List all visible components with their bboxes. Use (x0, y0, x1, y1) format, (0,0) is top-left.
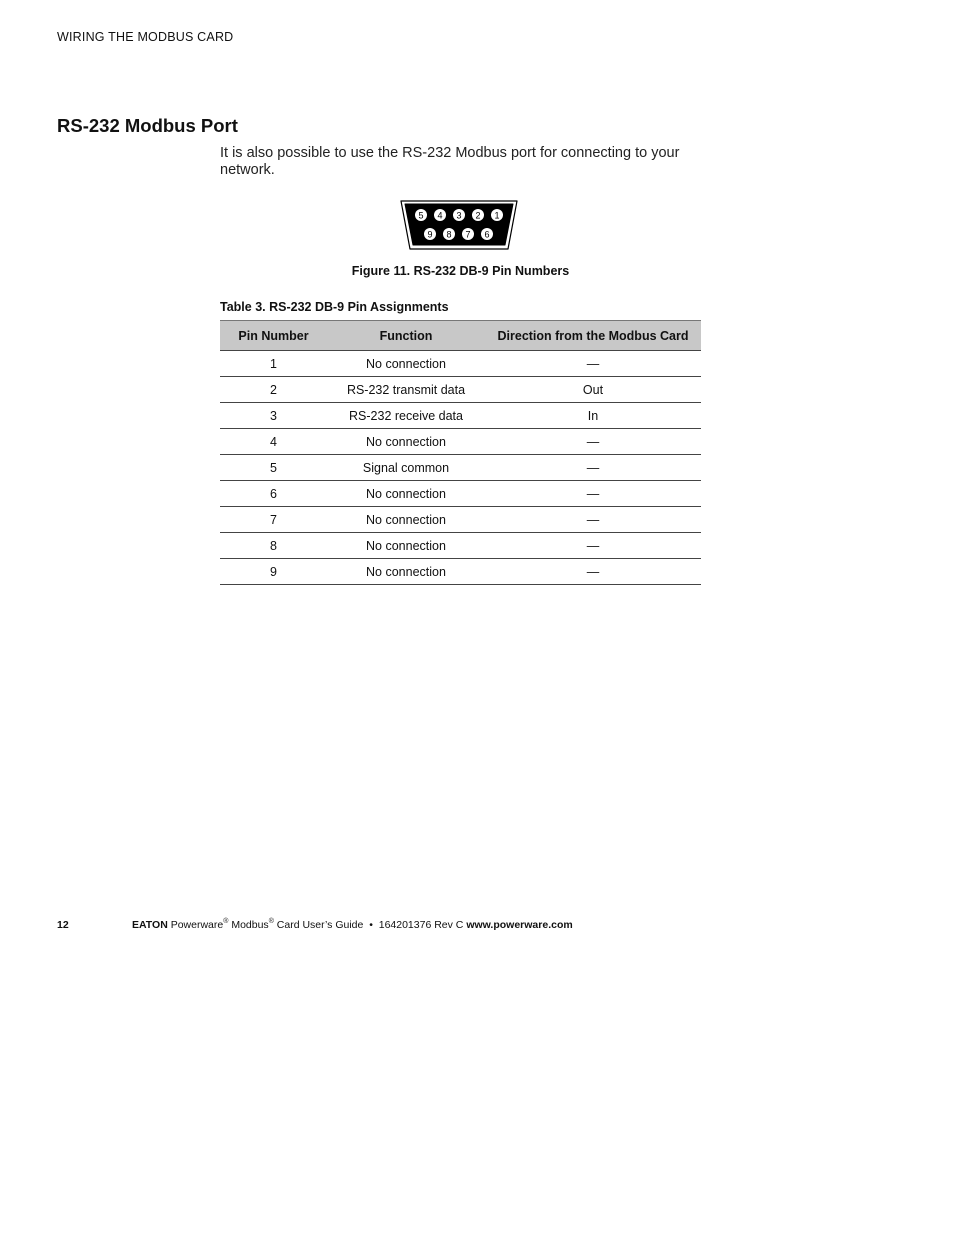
cell-pin: 7 (220, 507, 327, 533)
cell-direction: — (485, 481, 701, 507)
footer-website: www.powerware.com (466, 919, 573, 931)
footer-reg-mark: ® (268, 918, 274, 925)
body-paragraph: It is also possible to use the RS-232 Modbus port for connecting to your network. (220, 145, 680, 178)
page-number: 12 (57, 919, 69, 931)
cell-function: RS-232 receive data (327, 403, 485, 429)
cell-function: Signal common (327, 455, 485, 481)
figure-caption: Figure 11. RS-232 DB-9 Pin Numbers (351, 264, 570, 278)
cell-pin: 5 (220, 455, 327, 481)
cell-pin: 3 (220, 403, 327, 429)
table-row (220, 559, 701, 585)
cell-direction: Out (485, 377, 701, 403)
footer-product: Powerware (170, 919, 224, 931)
cell-direction: — (485, 429, 701, 455)
cell-function: No connection (327, 507, 485, 533)
table-header-row (220, 321, 701, 351)
cell-direction: In (485, 403, 701, 429)
running-head: WIRING THE MODBUS CARD (57, 30, 234, 44)
db9-connector-diagram (398, 197, 520, 253)
header-direction: Direction from the Modbus Card (485, 321, 701, 351)
footer-doc-number: 164201376 Rev C (378, 919, 464, 931)
footer-text (132, 919, 573, 931)
cell-direction: — (485, 507, 701, 533)
cell-direction: — (485, 455, 701, 481)
table-row (220, 455, 701, 481)
pin-assignments-table (220, 320, 701, 585)
cell-function: RS-232 transmit data (327, 377, 485, 403)
section-title: RS-232 Modbus Port (57, 115, 238, 136)
cell-direction: — (485, 559, 701, 585)
table-row (220, 351, 701, 377)
cell-direction: — (485, 533, 701, 559)
cell-function: No connection (327, 559, 485, 585)
cell-pin: 1 (220, 351, 327, 377)
pin-6-label: 6 (484, 229, 490, 240)
cell-function: No connection (327, 481, 485, 507)
pin-8-label: 8 (446, 229, 452, 240)
cell-function: No connection (327, 351, 485, 377)
cell-pin: 4 (220, 429, 327, 455)
cell-pin: 8 (220, 533, 327, 559)
pin-3-label: 3 (456, 210, 462, 221)
header-function: Function (327, 321, 485, 351)
cell-pin: 9 (220, 559, 327, 585)
table-row (220, 429, 701, 455)
table-row (220, 481, 701, 507)
cell-pin: 6 (220, 481, 327, 507)
cell-pin: 2 (220, 377, 327, 403)
cell-direction: — (485, 351, 701, 377)
table-row (220, 403, 701, 429)
pin-1-label: 1 (494, 210, 500, 221)
table-row (220, 533, 701, 559)
footer-bullet: • (369, 919, 373, 931)
table-row (220, 377, 701, 403)
footer-reg-mark: ® (223, 918, 229, 925)
table-row (220, 507, 701, 533)
pin-7-label: 7 (465, 229, 471, 240)
pin-9-label: 9 (427, 229, 433, 240)
table-caption: Table 3. RS-232 DB-9 Pin Assignments (220, 300, 449, 314)
cell-function: No connection (327, 429, 485, 455)
pin-4-label: 4 (437, 210, 443, 221)
footer-brand: EATON (132, 919, 168, 931)
cell-function: No connection (327, 533, 485, 559)
pin-2-label: 2 (475, 210, 481, 221)
footer-product2: Modbus (231, 919, 269, 931)
footer-guide: Card User’s Guide (276, 919, 364, 931)
header-pin-number: Pin Number (220, 321, 327, 351)
pin-5-label: 5 (418, 210, 424, 221)
